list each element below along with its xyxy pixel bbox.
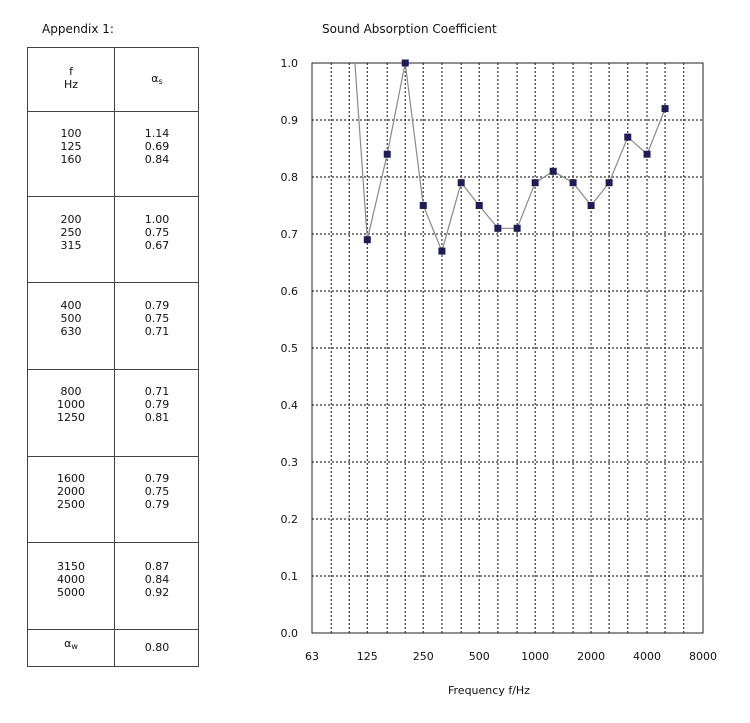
data-point: [606, 179, 613, 186]
x-tick-label: 125: [356, 650, 378, 663]
y-tick-label: 0.8: [280, 171, 298, 184]
weighted-value: 0.80: [144, 641, 170, 654]
frequency-group: 800 1000 1250: [57, 385, 85, 424]
x-tick-label: 500: [468, 650, 490, 663]
y-tick-label: 0.2: [280, 513, 298, 526]
data-point: [588, 202, 595, 209]
x-axis-label: Frequency f/Hz: [448, 684, 530, 697]
series-line: [349, 0, 665, 251]
data-point: [550, 168, 557, 175]
frequency-unit: Hz: [63, 78, 79, 91]
appendix-title: Appendix 1:: [42, 22, 114, 36]
data-point: [476, 202, 483, 209]
data-point: [420, 202, 427, 209]
y-tick-label: 0.4: [280, 399, 298, 412]
frequency-group: 100 125 160: [60, 127, 82, 166]
alpha-group: 0.79 0.75 0.79: [144, 472, 170, 511]
frequency-group: 200 250 315: [60, 213, 82, 252]
frequency-group: 1600 2000 2500: [57, 472, 85, 511]
x-tick-label: 250: [412, 650, 434, 663]
frequency-symbol: f: [69, 65, 73, 78]
data-point: [644, 151, 651, 158]
y-tick-label: 0.3: [280, 456, 298, 469]
data-point: [438, 248, 445, 255]
data-point: [458, 179, 465, 186]
data-point: [364, 236, 371, 243]
y-tick-label: 0.1: [280, 570, 298, 583]
data-point: [532, 179, 539, 186]
x-tick-label: 1000: [521, 650, 550, 663]
chart-title: Sound Absorption Coefficient: [322, 22, 497, 36]
data-point: [494, 225, 501, 232]
alpha-group: 0.87 0.84 0.92: [144, 560, 170, 599]
data-point: [514, 225, 521, 232]
y-tick-label: 0.7: [280, 228, 298, 241]
alpha-symbol: α: [151, 72, 159, 85]
alpha-group: 0.71 0.79 0.81: [144, 385, 170, 424]
frequency-group: 400 500 630: [60, 299, 82, 338]
y-tick-label: 0.0: [280, 627, 298, 640]
alpha-group: 1.14 0.69 0.84: [144, 127, 170, 166]
data-point: [662, 105, 669, 112]
alpha-group: 1.00 0.75 0.67: [144, 213, 170, 252]
data-point: [402, 60, 409, 67]
alpha-subscript: s: [158, 77, 163, 86]
x-tick-label: 2000: [577, 650, 606, 663]
y-tick-label: 0.9: [280, 114, 298, 127]
data-point: [624, 134, 631, 141]
x-tick-label: 63: [305, 650, 319, 663]
frequency-group: 3150 4000 5000: [57, 560, 85, 599]
x-tick-label: 4000: [633, 650, 662, 663]
y-tick-label: 0.6: [280, 285, 298, 298]
alpha-group: 0.79 0.75 0.71: [144, 299, 170, 338]
weighted-label: $\alpha_w$: [64, 637, 78, 651]
y-tick-label: 1.0: [280, 57, 298, 70]
data-point: [384, 151, 391, 158]
y-tick-label: 0.5: [280, 342, 298, 355]
x-tick-label: 8000: [689, 650, 717, 663]
data-point: [570, 179, 577, 186]
